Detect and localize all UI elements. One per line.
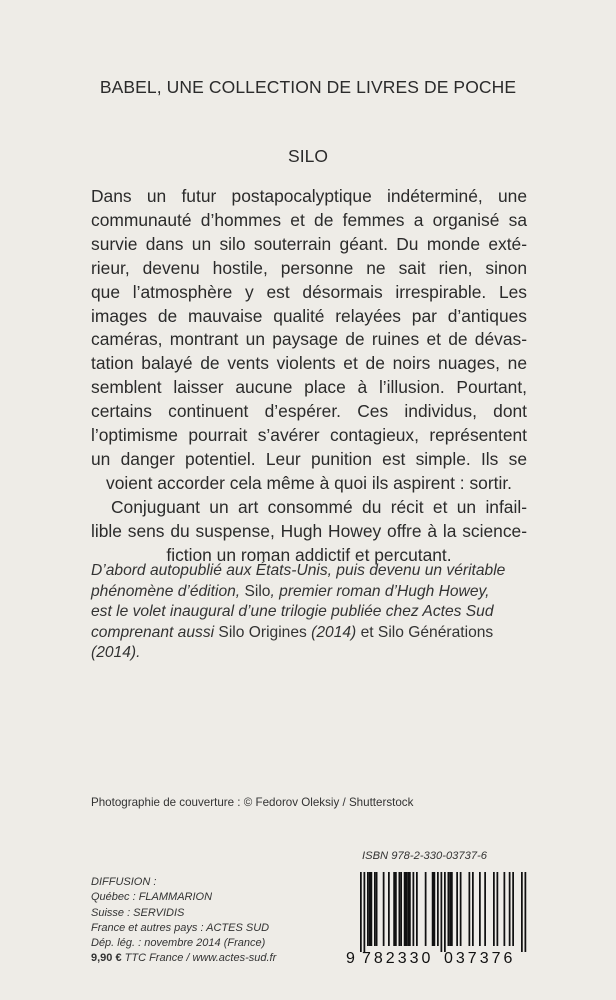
synopsis-line: caméras, montrant un paysage de ruines et de dévas-	[91, 329, 527, 350]
collection-heading: BABEL, UNE COLLECTION DE LIVRES DE POCHE	[99, 77, 517, 97]
note-text: phénomène d’édition,	[91, 582, 245, 600]
barcode-bar	[369, 872, 371, 946]
barcode-bar	[407, 872, 409, 946]
barcode	[346, 872, 531, 976]
barcode-bar	[493, 872, 495, 946]
synopsis-line: communauté d’hommes et de femmes a organisé sa	[91, 209, 527, 230]
barcode-bar	[509, 872, 511, 946]
note-text: (2014)	[306, 623, 361, 641]
barcode-bar	[374, 872, 376, 946]
barcode-bar	[484, 872, 486, 946]
barcode-bars	[346, 872, 531, 952]
barcode-group-2: 037376	[444, 950, 516, 967]
legal-deposit: Dép. lég. : novembre 2014 (France)	[91, 937, 266, 950]
note-text: (2014).	[91, 644, 141, 661]
barcode-bar	[416, 872, 418, 946]
barcode-bar	[388, 872, 390, 946]
synopsis-line: Conjuguant un art consommé du récit et un infail-	[111, 496, 527, 517]
barcode-bar	[512, 872, 514, 946]
barcode-bar	[360, 872, 362, 952]
diffusion-block	[91, 875, 331, 967]
synopsis-line: lible sens du suspense, Hugh Howey offre à la science-	[91, 520, 527, 541]
publication-note	[91, 561, 527, 664]
note-title-origines: Silo Origines	[218, 623, 307, 641]
barcode-bar	[371, 872, 373, 946]
synopsis-line: images de mauvaise qualité relayées par d’antiques	[91, 305, 527, 326]
synopsis-line: un danger potentiel. Leur punition est simple. Ils se	[91, 448, 527, 469]
synopsis	[91, 185, 527, 568]
synopsis-line: rieur, devenu hostile, personne ne sait rien, sinon	[91, 257, 527, 278]
diffusion-quebec: Québec : FLAMMARION	[91, 891, 213, 904]
barcode-bar	[497, 872, 499, 946]
barcode-bar	[444, 872, 446, 952]
barcode-first-digit: 9	[346, 950, 355, 967]
barcode-bar	[451, 872, 453, 946]
barcode-bar	[448, 872, 450, 946]
barcode-bar	[469, 872, 471, 946]
barcode-bar	[525, 872, 527, 952]
diffusion-suisse: Suisse : SERVIDIS	[91, 906, 185, 919]
barcode-bar	[406, 872, 408, 946]
price-website: TTC France / www.actes-sud.fr	[121, 952, 277, 965]
barcode-bar	[376, 872, 378, 946]
note-text: et	[360, 623, 378, 641]
note-title-silo: Silo	[244, 582, 271, 600]
barcode-bar	[449, 872, 451, 946]
note-text: , premier roman d’Hugh Howey,	[270, 582, 490, 600]
synopsis-line: voient accorder cela même à quoi ils aspirent : sortir.	[106, 472, 512, 493]
barcode-bar	[399, 872, 401, 946]
barcode-bar	[521, 872, 523, 952]
barcode-bar	[383, 872, 385, 946]
barcode-group-1: 782330	[362, 950, 434, 967]
synopsis-line: semblent laisser aucune place à l’illusion. Pourtant,	[91, 377, 527, 398]
synopsis-line: survie dans un silo souterrain géant. Du monde exté-	[91, 233, 527, 254]
barcode-bar	[504, 872, 506, 946]
price: 9,90 €	[91, 952, 122, 965]
barcode-bar	[400, 872, 402, 946]
diffusion-heading: DIFFUSION :	[91, 876, 157, 888]
barcode-bar	[434, 872, 436, 946]
book-title: SILO	[288, 146, 328, 166]
barcode-bar	[479, 872, 481, 946]
cover-photo-credit: Photographie de couverture : © Fedorov Oleksiy / Shutterstock	[91, 796, 414, 809]
barcode-bar	[472, 872, 474, 946]
barcode-bar	[460, 872, 462, 946]
isbn: ISBN 978-2-330-03737-6	[362, 850, 488, 862]
barcode-bar	[393, 872, 395, 946]
synopsis-line: que l’atmosphère y est désormais irrespirable. Les	[91, 281, 527, 302]
barcode-bar	[404, 872, 406, 946]
barcode-bar	[395, 872, 397, 946]
barcode-bar	[413, 872, 415, 946]
barcode-bar	[437, 872, 439, 946]
synopsis-line: l’optimisme pourrait s’avérer contagieux, représentent	[91, 425, 527, 446]
note-title-generations: Silo Générations	[377, 623, 494, 641]
synopsis-line: certains continuent d’espérer. Ces individus, dont	[91, 401, 527, 422]
barcode-digits	[346, 950, 531, 972]
barcode-bar	[367, 872, 369, 946]
synopsis-line: Dans un futur postapocalyptique indéterminé, une	[91, 186, 527, 206]
synopsis-line: fiction un roman addictif et percutant.	[166, 544, 452, 565]
barcode-bar	[456, 872, 458, 946]
synopsis-line: tation balayé de vents violents et de noirs nuages, ne	[91, 353, 527, 374]
barcode-bar	[432, 872, 434, 946]
note-text: est le volet inaugural d’une trilogie publiée chez Actes Sud	[91, 603, 494, 620]
note-text: comprenant aussi	[91, 623, 219, 641]
barcode-bar	[364, 872, 366, 952]
barcode-bar	[409, 872, 411, 946]
barcode-bar	[425, 872, 427, 946]
diffusion-france: France et autres pays : ACTES SUD	[91, 921, 270, 934]
barcode-bar	[441, 872, 443, 952]
note-text: D’abord autopublié aux États-Unis, puis devenu un véritable	[91, 562, 506, 579]
